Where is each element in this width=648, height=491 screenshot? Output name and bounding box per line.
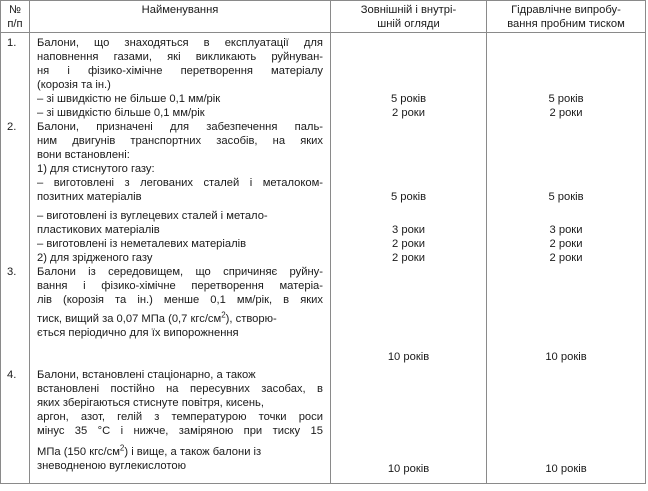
inspection-period: 2 роки [392, 238, 425, 250]
row-text-line: лів (корозія та ін.) менше 0,1 мм/рік, в яких [37, 294, 323, 306]
row-text-line: вони встановлені: [37, 149, 130, 161]
row-text-line: аргон, азот, гелій з температурою точки роси [37, 411, 323, 423]
text-part: ) і вище, а також балони із [124, 446, 262, 458]
header-hydraulic-test: Гідравлічне випробу- вання пробним тиском [507, 4, 625, 30]
hydraulic-test-period: 10 років [545, 351, 587, 363]
hydraulic-test-period: 5 років [548, 93, 584, 105]
inspection-period: 5 років [390, 191, 427, 203]
row-text-line: Балони із середовищем, що спричиняє руйну- [37, 266, 323, 278]
row-text-line [37, 312, 277, 326]
text-part: тиск, вищий за 0,07 МПа (0,7 кгс/см [37, 313, 222, 325]
header-divider [1, 32, 645, 33]
row-text-line: Балони, призначені для забезпечення паль- [37, 121, 323, 133]
row-text-line: Балони, встановлені стаціонарно, а також [37, 369, 256, 381]
header-name: Найменування [141, 4, 219, 16]
row-text-line: – виготовлені з легованих сталей і металоком- [37, 177, 323, 189]
row-number: 2. [7, 121, 17, 133]
inspection-period: 3 роки [392, 224, 425, 236]
header-inspection: Зовнішній і внутрі- шній огляди [360, 4, 457, 30]
hydraulic-test-period: 2 роки [549, 238, 583, 250]
row-text-line: – зі швидкістю не більше 0,1 мм/рік [37, 93, 221, 105]
superscript: 2 [119, 443, 125, 453]
row-text-line: пластикових матеріалів [37, 224, 160, 236]
text-part: МПа (150 кгс/см [37, 446, 120, 458]
row-text-line: Балони, що знаходяться в експлуатації для [37, 37, 323, 49]
row-text-line [37, 445, 261, 459]
superscript: 2 [221, 310, 226, 320]
column-divider [29, 1, 30, 483]
hydraulic-test-period: 5 років [548, 191, 584, 203]
text-part: ), створю- [225, 313, 277, 325]
header-number-line: п/п [7, 18, 23, 30]
row-number: 4. [7, 369, 17, 381]
row-text-line: (корозія та ін.) [37, 79, 111, 91]
row-text-line: позитних матеріалів [37, 191, 142, 203]
inspection-period: 2 роки [392, 107, 425, 119]
row-text-line: – зі швидкістю більше 0,1 мм/рік [37, 107, 205, 119]
hydraulic-test-period: 3 роки [549, 224, 583, 236]
inspection-period: 5 років [390, 93, 427, 105]
inspection-period: 10 років [387, 351, 430, 363]
row-text-line: наповнення газами, які викликають руйнуван- [37, 51, 323, 63]
row-text-line: – виготовлені із вуглецевих сталей і метало- [37, 210, 268, 222]
row-text-line: ним двигунів транспортних засобів, на яких [37, 135, 323, 147]
row-text-line: ється періодично для їх випорожнення [37, 327, 239, 339]
row-text-line: 1) для стиснутого газу: [37, 163, 155, 175]
row-text-line: зневодненою вуглекислотою [37, 460, 187, 472]
inspection-period: 10 років [387, 463, 430, 475]
row-number: 3. [7, 266, 17, 278]
row-text-line: ня і фізико-хімічне перетворення матеріалу [37, 65, 323, 77]
row-text-line: 2) для зрідженого газу [37, 252, 153, 264]
row-text-line: яких зберігаються стиснуте повітря, кисень, [37, 397, 264, 409]
inspection-period: 2 роки [392, 252, 425, 264]
row-text-line: встановлені постійно на пересувних засобах, в [37, 383, 323, 395]
hydraulic-test-period: 2 роки [549, 107, 583, 119]
header-number [1, 3, 29, 31]
row-text-line: – виготовлені із неметалевих матеріалів [37, 238, 247, 250]
row-text-line: вання і фізико-хімічне перетворення матеріа- [37, 280, 323, 292]
hydraulic-test-period: 2 роки [549, 252, 583, 264]
header-number-line: № [8, 4, 21, 16]
row-text-line: мінус 35 °С і нижче, заміряною при тиску 15 [37, 425, 323, 437]
row-number: 1. [7, 37, 17, 49]
hydraulic-test-period: 10 років [545, 463, 587, 475]
